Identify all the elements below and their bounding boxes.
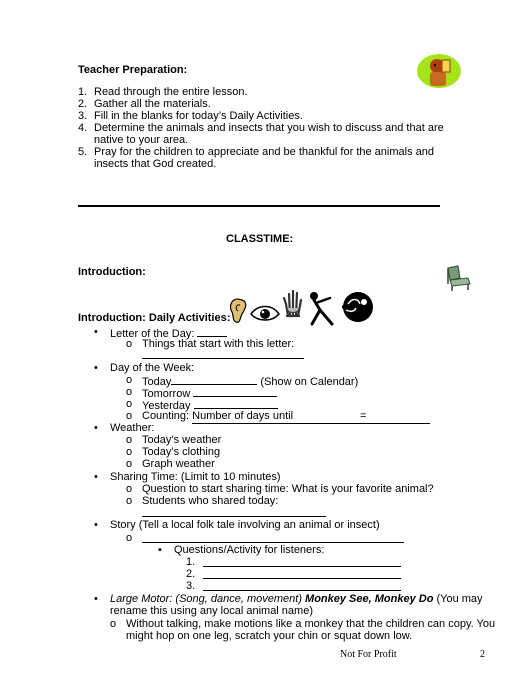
eye-icon (250, 304, 280, 322)
story-q3: 3. (186, 580, 196, 592)
story-q1: 1. (186, 556, 196, 568)
story-blank[interactable] (142, 542, 404, 543)
footer-not-for-profit: Not For Profit (340, 649, 397, 660)
sharing-time: Sharing Time: (Limit to 10 minutes) (110, 471, 281, 483)
large-motor: Large Motor: (Song, dance, movement) Monkey See, Monkey Do (You may (110, 593, 483, 605)
story-q2: 2. (186, 568, 196, 580)
section-divider (78, 205, 440, 207)
prep-item-5: 5. Pray for the children to appreciate and be thankful for the animals and (78, 146, 434, 158)
letter-things-blank[interactable] (142, 358, 304, 359)
students-shared-blank[interactable] (142, 516, 326, 517)
teacher-prep-heading: Teacher Preparation: (78, 64, 188, 76)
teacher-icon (416, 52, 462, 90)
counting-row: Counting: Number of days until = (142, 410, 430, 424)
large-motor-sub2: might hop on one leg, scratch your chin or squat down low. (126, 630, 413, 642)
stretching-person-icon (306, 290, 338, 326)
introduction-heading: Introduction: (78, 266, 146, 278)
story-q3-blank[interactable] (203, 590, 401, 591)
ear-icon (228, 296, 248, 324)
letter-of-day: Letter of the Day: (110, 326, 227, 341)
prep-item-3: 3. Fill in the blanks for today’s Daily Activities. (78, 110, 303, 122)
story: Story (Tell a local folk tale involving an animal or insect) (110, 519, 380, 531)
story-q2-blank[interactable] (203, 578, 401, 579)
hand-icon (282, 288, 304, 318)
tomorrow-blank[interactable] (193, 386, 277, 397)
large-motor-sub1: Without talking, make motions like a monkey that the children can copy. You (126, 618, 496, 630)
yesterday-row: Yesterday (142, 398, 278, 413)
weather-item-2: Today’s clothing (142, 446, 221, 458)
weather-item-1: Today’s weather (142, 434, 222, 446)
letter-things: Things that start with this letter: (142, 338, 295, 350)
prep-item-4-cont: native to your area. (94, 134, 189, 146)
sharing-question: Question to start sharing time: What is your favorite animal? (142, 483, 434, 495)
smelling-face-icon (340, 290, 374, 324)
bullet-letter: • (94, 326, 98, 338)
prep-item-1: 1. Read through the entire lesson. (78, 86, 248, 98)
tomorrow-row: Tomorrow (142, 386, 277, 401)
letter-blank[interactable] (197, 326, 227, 337)
day-of-week: Day of the Week: (110, 362, 195, 374)
chair-icon (444, 264, 474, 292)
daily-activities-heading: Introduction: Daily Activities: (78, 312, 231, 324)
students-shared: Students who shared today: (142, 495, 279, 507)
today-blank[interactable] (171, 374, 257, 385)
weather: Weather: (110, 422, 155, 434)
large-motor-cont: rename this using any local animal name) (110, 605, 313, 617)
prep-item-2: 2. Gather all the materials. (78, 98, 211, 110)
story-q1-blank[interactable] (203, 566, 401, 567)
weather-item-3: Graph weather (142, 458, 215, 470)
yesterday-blank[interactable] (194, 398, 278, 409)
classtime-heading: CLASSTIME: (226, 233, 294, 245)
page-number: 2 (480, 649, 485, 660)
prep-item-4: 4. Determine the animals and insects that you wish to discuss and that are (78, 122, 444, 134)
today-row: Today (Show on Calendar) (142, 376, 359, 388)
story-questions: Questions/Activity for listeners: (174, 544, 325, 556)
story-square-bullet: ▪ (158, 544, 162, 556)
prep-item-5-cont: insects that God created. (94, 158, 217, 170)
